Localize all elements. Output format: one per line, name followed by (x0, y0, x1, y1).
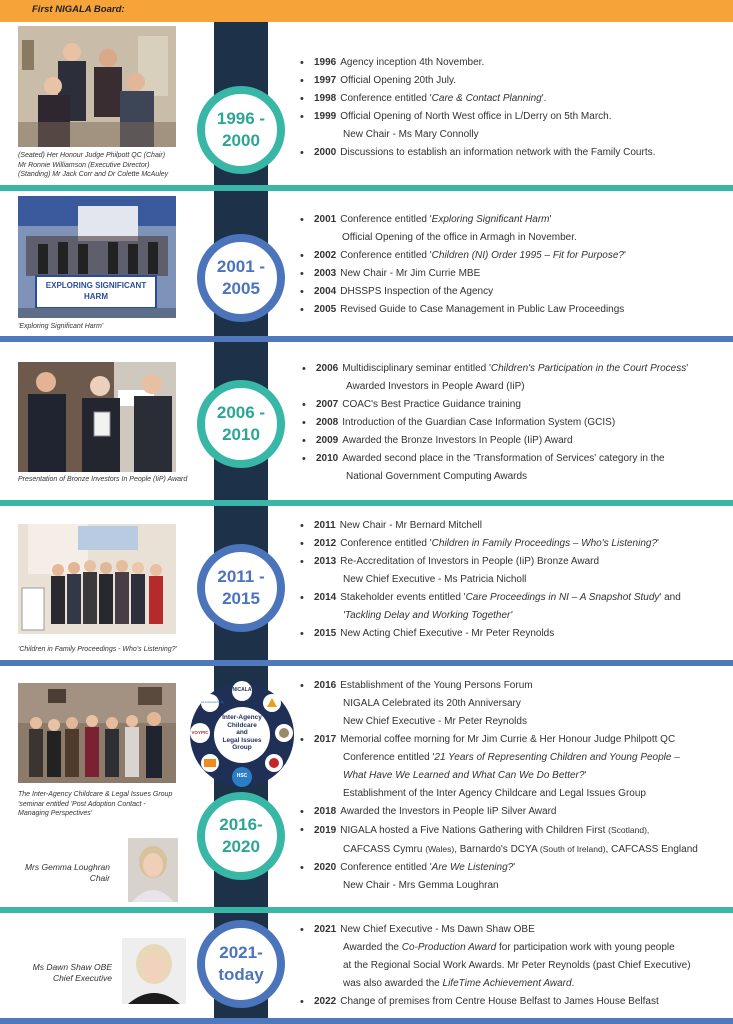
inter-agency-group-photo (18, 683, 176, 783)
event-item: • 2003 New Chair - Mr Jim Currie MBE (300, 265, 730, 283)
section-divider (0, 907, 733, 913)
event-item: • 1998 Conference entitled 'Care & Contact Planning'. (300, 90, 730, 108)
education-authority-logo: educationauthority (201, 700, 224, 704)
photo-caption: (Seated) Her Honour Judge Philpott QC (Chair) Mr Ronnie Williamson (Executive Director) (Standing) Mr Jack Corr and Dr Colette McAuley (18, 152, 169, 178)
exploring-harm-photo (18, 196, 176, 318)
event-item: • 1999 Official Opening of North West office in L/Derry on 5th March. New Chair - Ms Mary Connolly (300, 108, 730, 144)
event-item: • 2014 Stakeholder events entitled 'Care Proceedings in NI – A Snapshot Study' and 'Tackling Delay and Working Together' (300, 589, 730, 625)
events-2016-2020 (300, 677, 733, 895)
event-item: • 2013 Re-Accreditation of Investors in People (IiP) Bronze Award New Chief Executive - Ms Patricia Nicholl (300, 553, 730, 589)
event-item: • 2002 Conference entitled 'Children (NI) Order 1995 – Fit for Purpose?' (300, 247, 730, 265)
period-badge-1996-2000: 1996 - 2000 (197, 86, 285, 174)
family-proceedings-photo (18, 524, 176, 634)
bronze-award-photo (18, 362, 176, 472)
event-item: • 2001 Conference entitled 'Exploring Significant Harm' Official Opening of the office in Armagh in November. (300, 211, 730, 247)
event-item: • 2018 Awarded the Investors in People IiP Silver Award (300, 803, 733, 821)
voypic-logo: VOYPIC (191, 730, 209, 735)
event-item: • 2019 NIGALA hosted a Five Nations Gathering with Children First (Scotland), CAFCASS Cymru (Wales), Barnardo's DCYA (South of Ireland), CAFCASS England (300, 821, 733, 859)
section-divider (0, 660, 733, 666)
section-divider (0, 185, 733, 191)
inter-agency-logo (188, 681, 296, 789)
section-divider (0, 336, 733, 342)
header-title: First NIGALA Board: (32, 4, 125, 15)
logo-center-text: Inter-Agency Childcare and Legal Issues Group (222, 714, 262, 751)
section-divider (0, 500, 733, 506)
event-item: • 2000 Discussions to establish an information network with the Family Courts. (300, 144, 730, 162)
events-2001-2005 (300, 211, 730, 319)
hsc-logo: HSC (236, 773, 248, 779)
event-item: • 2021 New Chief Executive - Ms Dawn Shaw OBE Awarded the Co-Production Award for participation work with young people at the Regional Social Work Awards. Mr Peter Reynolds (past Chief Executive) was also awarded the LifeTime Achievement Award. (300, 921, 733, 993)
period-badge-2001-2005: 2001 - 2005 (197, 234, 285, 322)
event-item: • 2005 Revised Guide to Case Management in Public Law Proceedings (300, 301, 730, 319)
events-1996-2000 (300, 54, 730, 162)
first-board-photo (18, 26, 176, 147)
events-2006-2010 (302, 360, 730, 486)
event-item: • 1996 Agency inception 4th November. (300, 54, 730, 72)
event-item: • 2007 COAC's Best Practice Guidance training (302, 396, 730, 414)
event-item: • 2015 New Acting Chief Executive - Mr Peter Reynolds (300, 625, 730, 643)
portrait-caption: Ms Dawn Shaw OBE Chief Executive (32, 962, 112, 983)
period-badge-2016-2020: 2016- 2020 (197, 792, 285, 880)
photo-caption: 'Exploring Significant Harm' (18, 323, 104, 330)
photo-caption: Presentation of Bronze Investors In People (IiP) Award (18, 476, 188, 483)
period-badge-2006-2010: 2006 - 2010 (197, 380, 285, 468)
photo-caption: 'Children in Family Proceedings - Who's Listening?' (18, 646, 177, 653)
nicala-logo: NICALA (232, 687, 252, 693)
gemma-loughran-portrait (128, 838, 178, 902)
period-badge-2011-2015: 2011 - 2015 (197, 544, 285, 632)
section-divider (0, 1018, 733, 1024)
event-item: • 2016 Establishment of the Young Persons Forum NIGALA Celebrated its 20th Anniversary New Chief Executive - Mr Peter Reynolds (300, 677, 733, 731)
portrait-caption: Mrs Gemma Loughran Chair (24, 862, 110, 883)
events-2021-today (300, 921, 733, 1011)
event-item: • 2022 Change of premises from Centre House Belfast to James House Belfast (300, 993, 733, 1011)
conference-banner: EXPLORING SIGNIFICANT HARM (45, 281, 147, 301)
event-item: • 2011 New Chair - Mr Bernard Mitchell (300, 517, 730, 535)
event-item: • 2012 Conference entitled 'Children in Family Proceedings – Who's Listening?' (300, 535, 730, 553)
event-item: • 2009 Awarded the Bronze Investors In People (IiP) Award (302, 432, 730, 450)
events-2011-2015 (300, 517, 730, 643)
event-item: • 1997 Official Opening 20th July. (300, 72, 730, 90)
event-item: • 2017 Memorial coffee morning for Mr Jim Currie & Her Honour Judge Philpott QC Conference entitled '21 Years of Representing Children and Young People – What Have We Learned and What Can We Do Better?' Establishment of the Inter Agency Childcare and Legal Issues Group (300, 731, 733, 803)
event-item: • 2006 Multidisciplinary seminar entitled 'Children's Participation in the Court Process' Awarded Investors in People Award (IiP) (302, 360, 730, 396)
period-badge-2021-today: 2021- today (197, 920, 285, 1008)
event-item: • 2020 Conference entitled 'Are We Listening?' New Chair - Mrs Gemma Loughran (300, 859, 733, 895)
event-item: • 2008 Introduction of the Guardian Case Information System (GCIS) (302, 414, 730, 432)
dawn-shaw-portrait (122, 938, 186, 1004)
event-item: • 2010 Awarded second place in the 'Transformation of Services' category in the National Government Computing Awards (302, 450, 730, 486)
photo-caption: The Inter-Agency Childcare & Legal Issues Group 'seminar entitled 'Post Adoption Contact - Managing Perspectives' (18, 791, 173, 817)
event-item: • 2004 DHSSPS Inspection of the Agency (300, 283, 730, 301)
